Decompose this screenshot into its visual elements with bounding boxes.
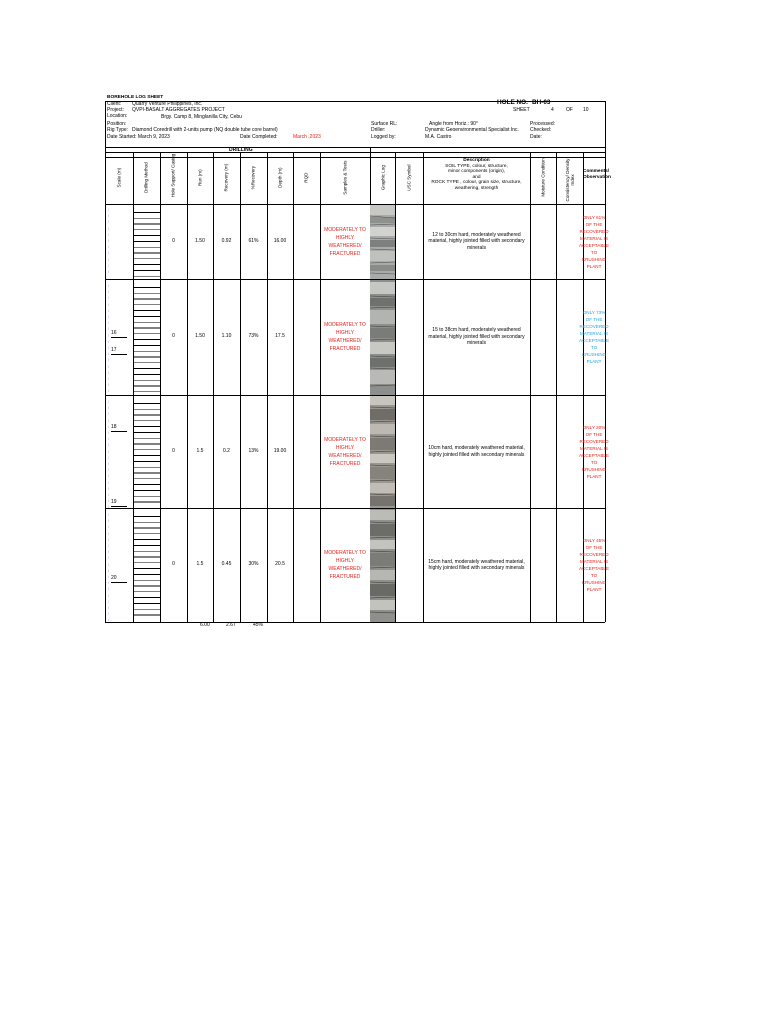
core-photo xyxy=(370,396,395,508)
recovery-cell: 0.45 xyxy=(221,561,232,568)
sheet-total: 10 xyxy=(583,107,589,113)
core-photo xyxy=(370,280,395,395)
borehole-log-sheet xyxy=(105,95,611,630)
description-line: and xyxy=(472,174,481,180)
core-photo xyxy=(370,205,395,279)
hole-number: BH-03 xyxy=(532,99,551,106)
drilling-method-hatch xyxy=(133,207,160,277)
description-line: weathering, strength xyxy=(454,185,499,191)
scale-mark: 19 xyxy=(111,500,127,507)
date-completed-value: March ,2023 xyxy=(293,134,321,140)
comment-cell: ONLY 45% OF THE RECOVERED MATERIAL IS ACCEPTABLE TO CRUSHING PLANT xyxy=(578,538,610,592)
description-line: ROCK TYPE , colour, grain size, structure, xyxy=(431,180,522,186)
recovery-cell: 0.2 xyxy=(223,447,230,454)
checked-label: Checked: xyxy=(530,127,552,133)
comment-cell: ONLY 73% OF THE RECOVERED MATERIAL IS ACCEPTABLE TO CRUSHING PLANT xyxy=(578,310,610,364)
comment-cell: ONLY 61% OF THE RECOVERED MATERIAL IS ACCEPTABLE TO CRUSHING PLANT xyxy=(578,214,610,269)
casing-cell: 0 xyxy=(172,237,175,244)
col-divider xyxy=(423,152,424,622)
border-left xyxy=(105,101,106,622)
scale-mark: 17 xyxy=(111,348,127,355)
run-cell: 1.50 xyxy=(195,333,205,340)
scale-ticks: / / / / / / / / / / / / / / / / / / xyxy=(108,512,110,623)
rule xyxy=(105,147,605,148)
total-recovery: 2.67 xyxy=(226,622,236,628)
run-cell: 1.5 xyxy=(196,561,204,568)
description-cell: 15cm hard, moderately weathered material, highly jointed filled with secondary minerals xyxy=(428,558,525,571)
core-photo xyxy=(370,509,395,622)
recovery-cell: 0.92 xyxy=(221,237,232,244)
date-label: Date: xyxy=(530,134,542,140)
position-label: Position: xyxy=(107,121,127,127)
angle-value: Angle from Horiz.: 90° xyxy=(429,121,478,127)
total-run: 6.00 xyxy=(200,622,210,628)
header-rqd: RQD xyxy=(303,172,309,183)
header-pct-recovery: %Recovery xyxy=(250,165,256,190)
header-run: Run (m) xyxy=(197,169,203,186)
scale-ticks: / / / / / / / / / / / / / / / / / / xyxy=(108,399,110,510)
sheet-title: BOREHOLE LOG SHEET xyxy=(107,95,164,100)
logged-by-label: Logged by: xyxy=(371,134,396,140)
description-cell: 12 to 30cm hard, moderately weathered material, highly jointed filled with secondary minerals xyxy=(428,231,525,251)
recovery-cell: 1.10 xyxy=(221,333,232,340)
rule xyxy=(105,622,605,623)
sample-cell: MODERATELY TO HIGHLY WEATHERED/ FRACTURED xyxy=(324,226,366,257)
scale-ticks: / / / / / / / / / / / xyxy=(108,207,110,275)
casing-cell: 0 xyxy=(172,447,175,454)
project-value: QVPI-BASALT AGGREGATES PROJECT xyxy=(132,107,225,113)
pct-recovery-cell: 73% xyxy=(248,333,259,340)
col-divider xyxy=(556,152,557,622)
depth-cell: 16.00 xyxy=(273,237,287,244)
col-divider xyxy=(530,152,531,622)
casing-cell: 0 xyxy=(172,561,175,568)
sheet-number: 4 xyxy=(551,107,554,113)
header-drilling-method: Drilling Method xyxy=(143,162,149,193)
depth-cell: 20.5 xyxy=(275,561,285,568)
header-graphic-log: Graphic Log xyxy=(380,165,386,191)
driller-label: Driller: xyxy=(371,127,386,133)
casing-cell: 0 xyxy=(172,333,175,340)
location-value: Brgy. Camp 8, Minglanilla City, Cebu xyxy=(161,114,242,120)
drilling-method-hatch xyxy=(133,511,160,619)
pct-recovery-cell: 13% xyxy=(248,447,259,454)
header-hole-support: Hole Support/ Casing xyxy=(170,153,176,198)
header-depth: Depth (m) xyxy=(277,167,283,188)
scale-mark: 20 xyxy=(111,576,127,583)
sample-cell: MODERATELY TO HIGHLY WEATHERED/ FRACTURED xyxy=(324,322,366,352)
date-started: Date Started: March 9, 2023 xyxy=(107,134,170,140)
rule xyxy=(105,101,605,102)
description-cell: 10cm hard, moderately weathered material, highly jointed filled with secondary minerals xyxy=(428,445,525,458)
col-divider xyxy=(293,152,294,622)
sample-cell: MODERATELY TO HIGHLY WEATHERED/ FRACTURED xyxy=(324,436,366,467)
header-recovery: Recovery (m) xyxy=(223,163,229,192)
header-samples: Samples & Tests xyxy=(342,160,348,195)
depth-cell: 19.00 xyxy=(273,447,287,454)
drilling-method-hatch xyxy=(133,398,160,506)
location-label: Location: xyxy=(107,113,128,119)
sample-cell: MODERATELY TO HIGHLY WEATHERED/ FRACTURED xyxy=(324,550,366,580)
surface-rl-label: Surface RL: xyxy=(371,121,398,127)
drilling-method-hatch xyxy=(133,282,160,393)
description-line: minor components (origin), xyxy=(447,169,506,175)
date-completed-label: Date Completed: xyxy=(240,134,278,140)
depth-cell: 17.5 xyxy=(275,333,285,340)
pct-recovery-cell: 30% xyxy=(248,561,259,568)
col-divider xyxy=(320,152,321,622)
hole-label: HOLE NO. xyxy=(497,99,528,106)
description-cell: 15 to 38cm hard, moderately weathered material, highly jointed filled with secondary minerals xyxy=(428,327,525,347)
rig-label: Rig Type: xyxy=(107,127,129,133)
header-description xyxy=(423,158,530,192)
sheet-label: SHEET xyxy=(513,107,530,113)
drilling-group-header: DRILLING xyxy=(229,147,253,153)
run-cell: 1.5 xyxy=(196,447,204,454)
description-line: SOIL TYPE, colour, structure, xyxy=(445,163,508,169)
header-comments: Comments/ Observation xyxy=(583,169,611,180)
logger-name: M.A. Castro xyxy=(425,134,452,140)
header-usc: USC Symbol xyxy=(406,164,412,191)
driller-company: Dynamic Geoenvironmental Specialist Inc. xyxy=(425,127,519,133)
processed-label: Processed: xyxy=(530,121,556,127)
header-moisture: Moisture Condition xyxy=(540,158,546,197)
scale-mark: 18 xyxy=(111,425,127,432)
header-consistency: Consistency/ Density Index xyxy=(565,158,575,202)
header-scale: Scale (m) xyxy=(116,167,122,188)
client-label: Client: xyxy=(107,101,122,107)
run-cell: 1.50 xyxy=(195,237,205,244)
total-pct-recovery: 45% xyxy=(253,622,264,628)
col-divider xyxy=(395,152,396,622)
description-title: Description xyxy=(463,158,490,163)
pct-recovery-cell: 61% xyxy=(248,237,259,244)
project-label: Project: xyxy=(107,107,124,113)
scale-ticks: / / / / / / / / / / / / / / / / / / xyxy=(108,283,110,394)
client-value: Quarry Venture Philippines, Inc. xyxy=(132,101,203,107)
scale-mark: 16 xyxy=(111,331,127,338)
of-label: OF xyxy=(566,107,573,113)
comment-cell: ONLY 20% OF THE RECOVERED MATERIAL IS ACCEPTABLE TO CRUSHING PLANT xyxy=(578,424,610,479)
rig-value: Diamond Coredrill with 2-units pump (NQ double tube core barrel) xyxy=(132,127,278,133)
